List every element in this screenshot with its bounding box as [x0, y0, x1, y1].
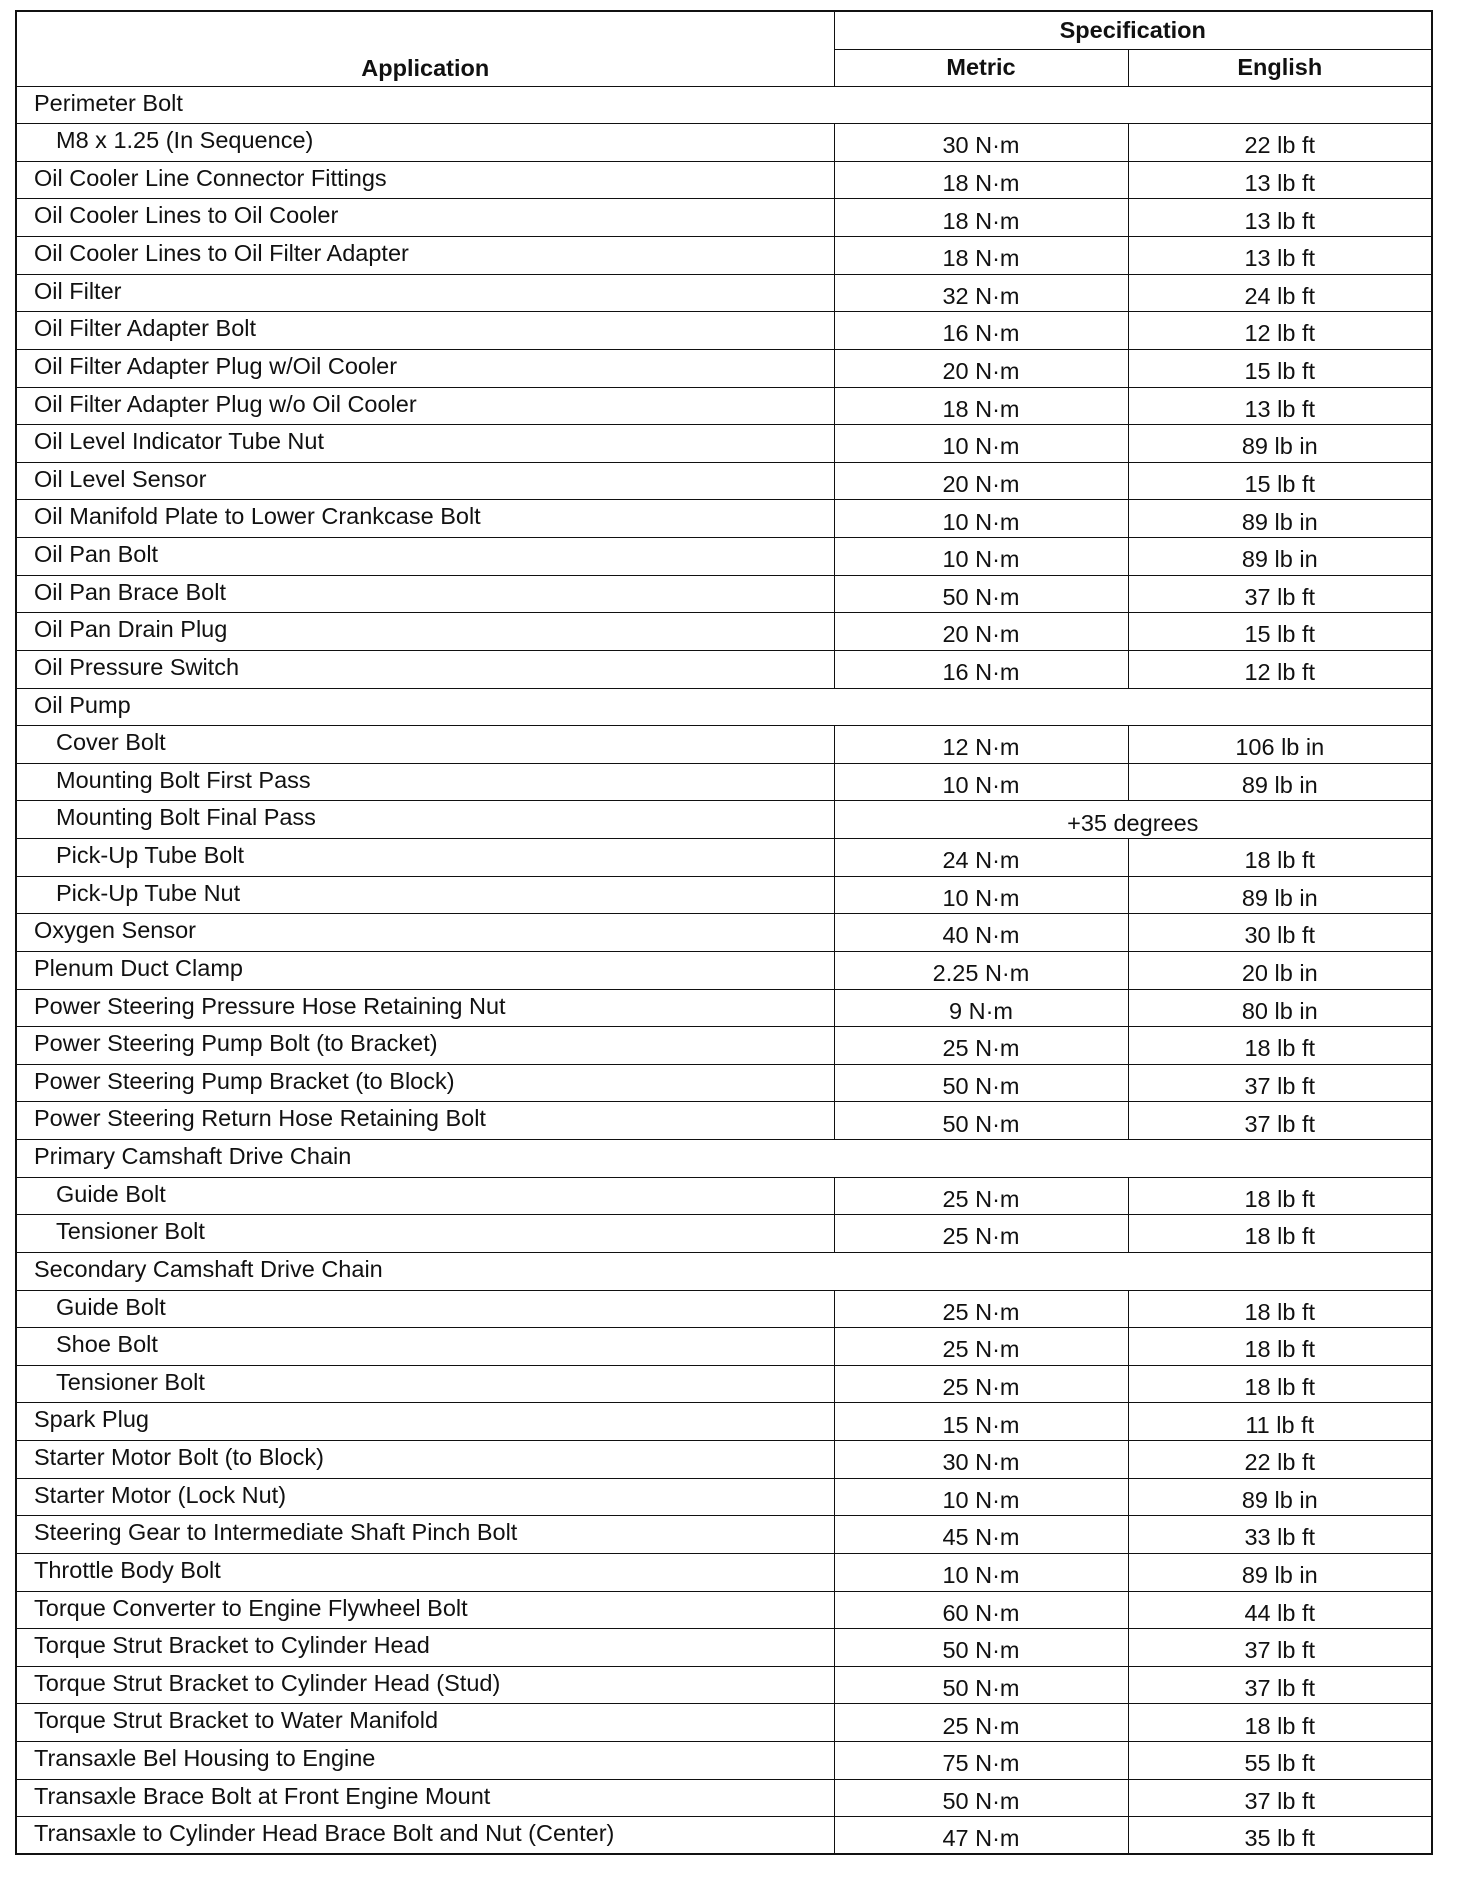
metric-cell: 25 N·m	[834, 1290, 1128, 1328]
metric-cell: 30 N·m	[834, 124, 1128, 162]
application-cell: M8 x 1.25 (In Sequence)	[16, 124, 834, 162]
metric-cell: 75 N·m	[834, 1742, 1128, 1780]
application-cell: Transaxle to Cylinder Head Brace Bolt and Nut (Center)	[16, 1817, 834, 1855]
english-cell: 18 lb ft	[1128, 1177, 1432, 1215]
application-cell: Oil Filter Adapter Bolt	[16, 312, 834, 350]
application-cell: Torque Strut Bracket to Water Manifold	[16, 1704, 834, 1742]
english-cell: 37 lb ft	[1128, 1102, 1432, 1140]
table-row	[16, 801, 1432, 839]
metric-cell: 30 N·m	[834, 1441, 1128, 1479]
application-cell: Shoe Bolt	[16, 1328, 834, 1366]
english-cell: 89 lb in	[1128, 425, 1432, 463]
metric-cell: 24 N·m	[834, 839, 1128, 877]
metric-cell: 15 N·m	[834, 1403, 1128, 1441]
table-row	[16, 914, 1432, 952]
application-cell: Cover Bolt	[16, 726, 834, 764]
group-label: Perimeter Bolt	[16, 86, 1432, 124]
table-row	[16, 1817, 1432, 1855]
english-cell: 15 lb ft	[1128, 613, 1432, 651]
english-cell: 18 lb ft	[1128, 1328, 1432, 1366]
metric-cell: 2.25 N·m	[834, 951, 1128, 989]
application-cell: Tensioner Bolt	[16, 1215, 834, 1253]
table-row	[16, 1478, 1432, 1516]
english-cell: 15 lb ft	[1128, 349, 1432, 387]
english-cell: 80 lb in	[1128, 989, 1432, 1027]
application-cell: Steering Gear to Intermediate Shaft Pinch Bolt	[16, 1516, 834, 1554]
application-cell: Throttle Body Bolt	[16, 1553, 834, 1591]
application-cell: Plenum Duct Clamp	[16, 951, 834, 989]
english-cell: 37 lb ft	[1128, 1629, 1432, 1667]
application-cell: Oil Pan Drain Plug	[16, 613, 834, 651]
application-cell: Pick-Up Tube Bolt	[16, 839, 834, 877]
table-body	[16, 86, 1432, 1854]
table-row	[16, 763, 1432, 801]
table-row	[16, 876, 1432, 914]
english-cell: 22 lb ft	[1128, 1441, 1432, 1479]
metric-cell: 50 N·m	[834, 1666, 1128, 1704]
table-row	[16, 1177, 1432, 1215]
metric-cell: 50 N·m	[834, 575, 1128, 613]
table-row	[16, 237, 1432, 275]
english-cell: 37 lb ft	[1128, 575, 1432, 613]
metric-cell: 50 N·m	[834, 1064, 1128, 1102]
metric-header: Metric	[834, 49, 1128, 86]
table-row	[16, 462, 1432, 500]
metric-cell: 50 N·m	[834, 1102, 1128, 1140]
english-cell: 37 lb ft	[1128, 1064, 1432, 1102]
table-row	[16, 1215, 1432, 1253]
metric-cell: 18 N·m	[834, 387, 1128, 425]
metric-cell: 60 N·m	[834, 1591, 1128, 1629]
english-cell: 106 lb in	[1128, 726, 1432, 764]
english-cell: 18 lb ft	[1128, 1704, 1432, 1742]
application-cell: Mounting Bolt First Pass	[16, 763, 834, 801]
metric-cell: 45 N·m	[834, 1516, 1128, 1554]
application-cell: Guide Bolt	[16, 1290, 834, 1328]
table-group-row	[16, 86, 1432, 124]
english-cell: 13 lb ft	[1128, 161, 1432, 199]
metric-cell: 10 N·m	[834, 425, 1128, 463]
metric-cell: 40 N·m	[834, 914, 1128, 952]
application-cell: Power Steering Return Hose Retaining Bolt	[16, 1102, 834, 1140]
english-cell: 37 lb ft	[1128, 1666, 1432, 1704]
table-row	[16, 312, 1432, 350]
table-row	[16, 1666, 1432, 1704]
table-row	[16, 613, 1432, 651]
application-cell: Oil Level Indicator Tube Nut	[16, 425, 834, 463]
application-cell: Power Steering Pump Bolt (to Bracket)	[16, 1027, 834, 1065]
group-label: Primary Camshaft Drive Chain	[16, 1140, 1432, 1178]
application-cell: Oil Pressure Switch	[16, 650, 834, 688]
metric-cell: 25 N·m	[834, 1365, 1128, 1403]
application-header: Application	[16, 11, 834, 86]
table-row	[16, 726, 1432, 764]
english-cell: 89 lb in	[1128, 500, 1432, 538]
english-cell: 89 lb in	[1128, 876, 1432, 914]
english-cell: 44 lb ft	[1128, 1591, 1432, 1629]
torque-specification-table	[15, 10, 1433, 1855]
application-cell: Oil Cooler Line Connector Fittings	[16, 161, 834, 199]
application-cell: Torque Converter to Engine Flywheel Bolt	[16, 1591, 834, 1629]
application-cell: Pick-Up Tube Nut	[16, 876, 834, 914]
english-cell: 18 lb ft	[1128, 1290, 1432, 1328]
english-cell: 13 lb ft	[1128, 387, 1432, 425]
table-row	[16, 1441, 1432, 1479]
metric-cell: 20 N·m	[834, 349, 1128, 387]
metric-cell: 12 N·m	[834, 726, 1128, 764]
metric-cell: 10 N·m	[834, 500, 1128, 538]
table-row	[16, 1403, 1432, 1441]
table-row	[16, 839, 1432, 877]
english-cell: 13 lb ft	[1128, 199, 1432, 237]
application-cell: Transaxle Bel Housing to Engine	[16, 1742, 834, 1780]
english-cell: 33 lb ft	[1128, 1516, 1432, 1554]
english-cell: 13 lb ft	[1128, 237, 1432, 275]
table-row	[16, 1027, 1432, 1065]
table-row	[16, 349, 1432, 387]
table-row	[16, 538, 1432, 576]
table-group-row	[16, 1140, 1432, 1178]
english-cell: 35 lb ft	[1128, 1817, 1432, 1855]
english-cell: 89 lb in	[1128, 763, 1432, 801]
table-group-row	[16, 688, 1432, 726]
table-row	[16, 1553, 1432, 1591]
group-label: Secondary Camshaft Drive Chain	[16, 1252, 1432, 1290]
metric-cell: 25 N·m	[834, 1704, 1128, 1742]
table-row	[16, 387, 1432, 425]
application-cell: Oil Pan Bolt	[16, 538, 834, 576]
table-row	[16, 1704, 1432, 1742]
english-cell: 37 lb ft	[1128, 1779, 1432, 1817]
english-cell: 22 lb ft	[1128, 124, 1432, 162]
table-row	[16, 1365, 1432, 1403]
application-cell: Torque Strut Bracket to Cylinder Head	[16, 1629, 834, 1667]
table-row	[16, 124, 1432, 162]
metric-cell: 18 N·m	[834, 161, 1128, 199]
table-group-row	[16, 1252, 1432, 1290]
english-cell: 15 lb ft	[1128, 462, 1432, 500]
table-row	[16, 1629, 1432, 1667]
metric-cell: 20 N·m	[834, 462, 1128, 500]
table-row	[16, 1290, 1432, 1328]
metric-cell: 25 N·m	[834, 1027, 1128, 1065]
table-row	[16, 274, 1432, 312]
metric-cell: 32 N·m	[834, 274, 1128, 312]
table-row	[16, 1328, 1432, 1366]
english-cell: 12 lb ft	[1128, 312, 1432, 350]
table-row	[16, 575, 1432, 613]
application-cell: Oil Filter Adapter Plug w/o Oil Cooler	[16, 387, 834, 425]
table-row	[16, 650, 1432, 688]
metric-cell: 18 N·m	[834, 237, 1128, 275]
english-cell: 30 lb ft	[1128, 914, 1432, 952]
metric-cell: 10 N·m	[834, 1478, 1128, 1516]
application-cell: Oil Cooler Lines to Oil Cooler	[16, 199, 834, 237]
metric-cell: 50 N·m	[834, 1629, 1128, 1667]
metric-cell: 9 N·m	[834, 989, 1128, 1027]
application-cell: Power Steering Pump Bracket (to Block)	[16, 1064, 834, 1102]
metric-cell: 25 N·m	[834, 1215, 1128, 1253]
application-cell: Oil Cooler Lines to Oil Filter Adapter	[16, 237, 834, 275]
table-row	[16, 1516, 1432, 1554]
metric-cell: 10 N·m	[834, 876, 1128, 914]
english-cell: 18 lb ft	[1128, 1027, 1432, 1065]
application-cell: Oil Level Sensor	[16, 462, 834, 500]
metric-cell: 25 N·m	[834, 1328, 1128, 1366]
table-row	[16, 989, 1432, 1027]
table-row	[16, 1742, 1432, 1780]
table-row	[16, 1591, 1432, 1629]
table-row	[16, 425, 1432, 463]
metric-cell: 16 N·m	[834, 312, 1128, 350]
english-cell: 89 lb in	[1128, 1478, 1432, 1516]
application-cell: Oil Filter	[16, 274, 834, 312]
metric-cell: 25 N·m	[834, 1177, 1128, 1215]
application-cell: Guide Bolt	[16, 1177, 834, 1215]
english-cell: 89 lb in	[1128, 538, 1432, 576]
table-row	[16, 500, 1432, 538]
english-cell: 11 lb ft	[1128, 1403, 1432, 1441]
application-cell: Power Steering Pressure Hose Retaining Nut	[16, 989, 834, 1027]
metric-cell: 18 N·m	[834, 199, 1128, 237]
application-cell: Oil Filter Adapter Plug w/Oil Cooler	[16, 349, 834, 387]
application-cell: Oxygen Sensor	[16, 914, 834, 952]
application-cell: Starter Motor Bolt (to Block)	[16, 1441, 834, 1479]
english-header: English	[1128, 49, 1432, 86]
metric-cell: 10 N·m	[834, 538, 1128, 576]
table-row	[16, 199, 1432, 237]
application-cell: Oil Manifold Plate to Lower Crankcase Bolt	[16, 500, 834, 538]
table-row	[16, 161, 1432, 199]
group-label: Oil Pump	[16, 688, 1432, 726]
english-cell: 89 lb in	[1128, 1553, 1432, 1591]
metric-cell: 47 N·m	[834, 1817, 1128, 1855]
table-row	[16, 1064, 1432, 1102]
metric-cell: 50 N·m	[834, 1779, 1128, 1817]
english-cell: 12 lb ft	[1128, 650, 1432, 688]
application-cell: Oil Pan Brace Bolt	[16, 575, 834, 613]
table-row	[16, 1102, 1432, 1140]
english-cell: 20 lb in	[1128, 951, 1432, 989]
english-cell: 55 lb ft	[1128, 1742, 1432, 1780]
metric-cell: 16 N·m	[834, 650, 1128, 688]
table-header	[16, 11, 1432, 86]
table-row	[16, 951, 1432, 989]
application-cell: Torque Strut Bracket to Cylinder Head (Stud)	[16, 1666, 834, 1704]
application-cell: Tensioner Bolt	[16, 1365, 834, 1403]
english-cell: 18 lb ft	[1128, 1365, 1432, 1403]
english-cell: 18 lb ft	[1128, 839, 1432, 877]
table-row	[16, 1779, 1432, 1817]
application-cell: Starter Motor (Lock Nut)	[16, 1478, 834, 1516]
application-cell: Mounting Bolt Final Pass	[16, 801, 834, 839]
english-cell: 18 lb ft	[1128, 1215, 1432, 1253]
combined-spec-cell: +35 degrees	[834, 801, 1432, 839]
header-row-top	[16, 11, 1432, 49]
specification-header: Specification	[834, 11, 1432, 49]
application-cell: Spark Plug	[16, 1403, 834, 1441]
metric-cell: 20 N·m	[834, 613, 1128, 651]
metric-cell: 10 N·m	[834, 1553, 1128, 1591]
metric-cell: 10 N·m	[834, 763, 1128, 801]
english-cell: 24 lb ft	[1128, 274, 1432, 312]
application-cell: Transaxle Brace Bolt at Front Engine Mount	[16, 1779, 834, 1817]
